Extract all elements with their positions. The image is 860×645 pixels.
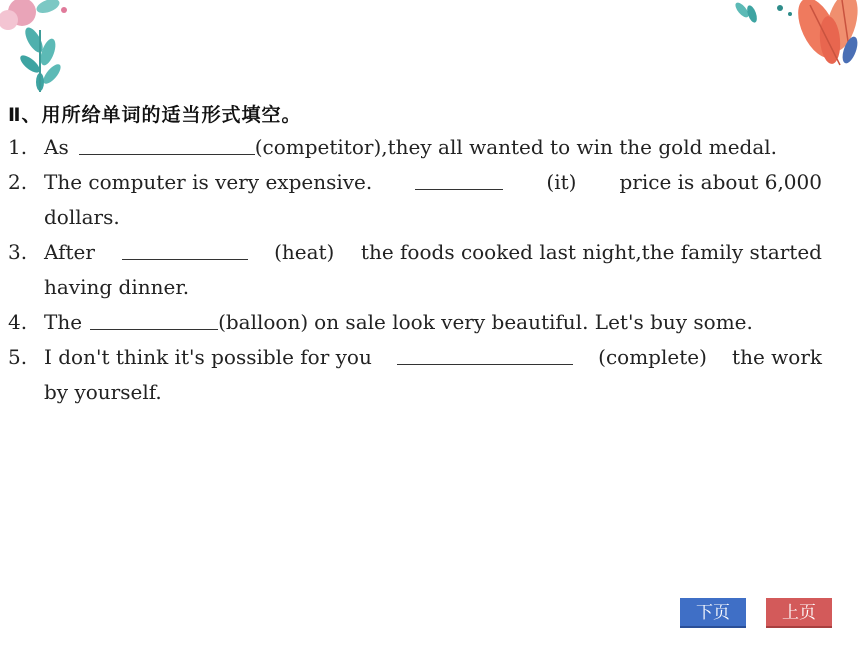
question-text-after: ,they all wanted to win the gold medal. [381, 135, 778, 159]
floral-decoration-right-icon [730, 0, 860, 72]
question-4 [8, 305, 822, 340]
question-2 [8, 165, 822, 235]
question-text-before: As [44, 135, 69, 159]
next-page-button[interactable]: 下页 [680, 598, 746, 628]
question-continuation: by yourself. [44, 380, 162, 404]
question-3 [8, 235, 822, 305]
question-text-before: The [44, 310, 83, 334]
question-number: 4. [8, 310, 28, 334]
question-text-after: the foods cooked last night,the family started [360, 240, 822, 264]
question-text-after: price is about 6,000 [619, 170, 822, 194]
question-text-before: After [44, 240, 95, 264]
word-hint: (heat) [274, 240, 335, 264]
question-5 [8, 340, 822, 410]
answer-blank[interactable] [90, 305, 218, 330]
word-hint: (complete) [598, 345, 707, 369]
word-hint: (balloon) [218, 310, 309, 334]
section-heading: Ⅱ、用所给单词的适当形式填空。 [8, 104, 302, 126]
question-continuation: having dinner. [44, 275, 190, 299]
question-number: 2. [8, 170, 28, 194]
answer-blank[interactable] [415, 165, 503, 190]
question-text-before: I don't think it's possible for you [44, 345, 372, 369]
question-continuation: dollars. [44, 205, 120, 229]
question-text-after: on sale look very beautiful. Let's buy some. [314, 310, 753, 334]
word-hint: (it) [546, 170, 577, 194]
question-number: 3. [8, 240, 28, 264]
answer-blank[interactable] [122, 235, 248, 260]
answer-blank[interactable] [397, 340, 573, 365]
question-text-after: the work [732, 345, 822, 369]
question-text-before: The computer is very expensive. [44, 170, 373, 194]
question-number: 5. [8, 345, 28, 369]
floral-decoration-left-icon [0, 0, 90, 95]
answer-blank[interactable] [79, 130, 255, 155]
question-number: 1. [8, 135, 28, 159]
previous-page-button[interactable]: 上页 [766, 598, 832, 628]
question-1 [8, 130, 822, 165]
word-hint: (competitor) [254, 135, 382, 159]
